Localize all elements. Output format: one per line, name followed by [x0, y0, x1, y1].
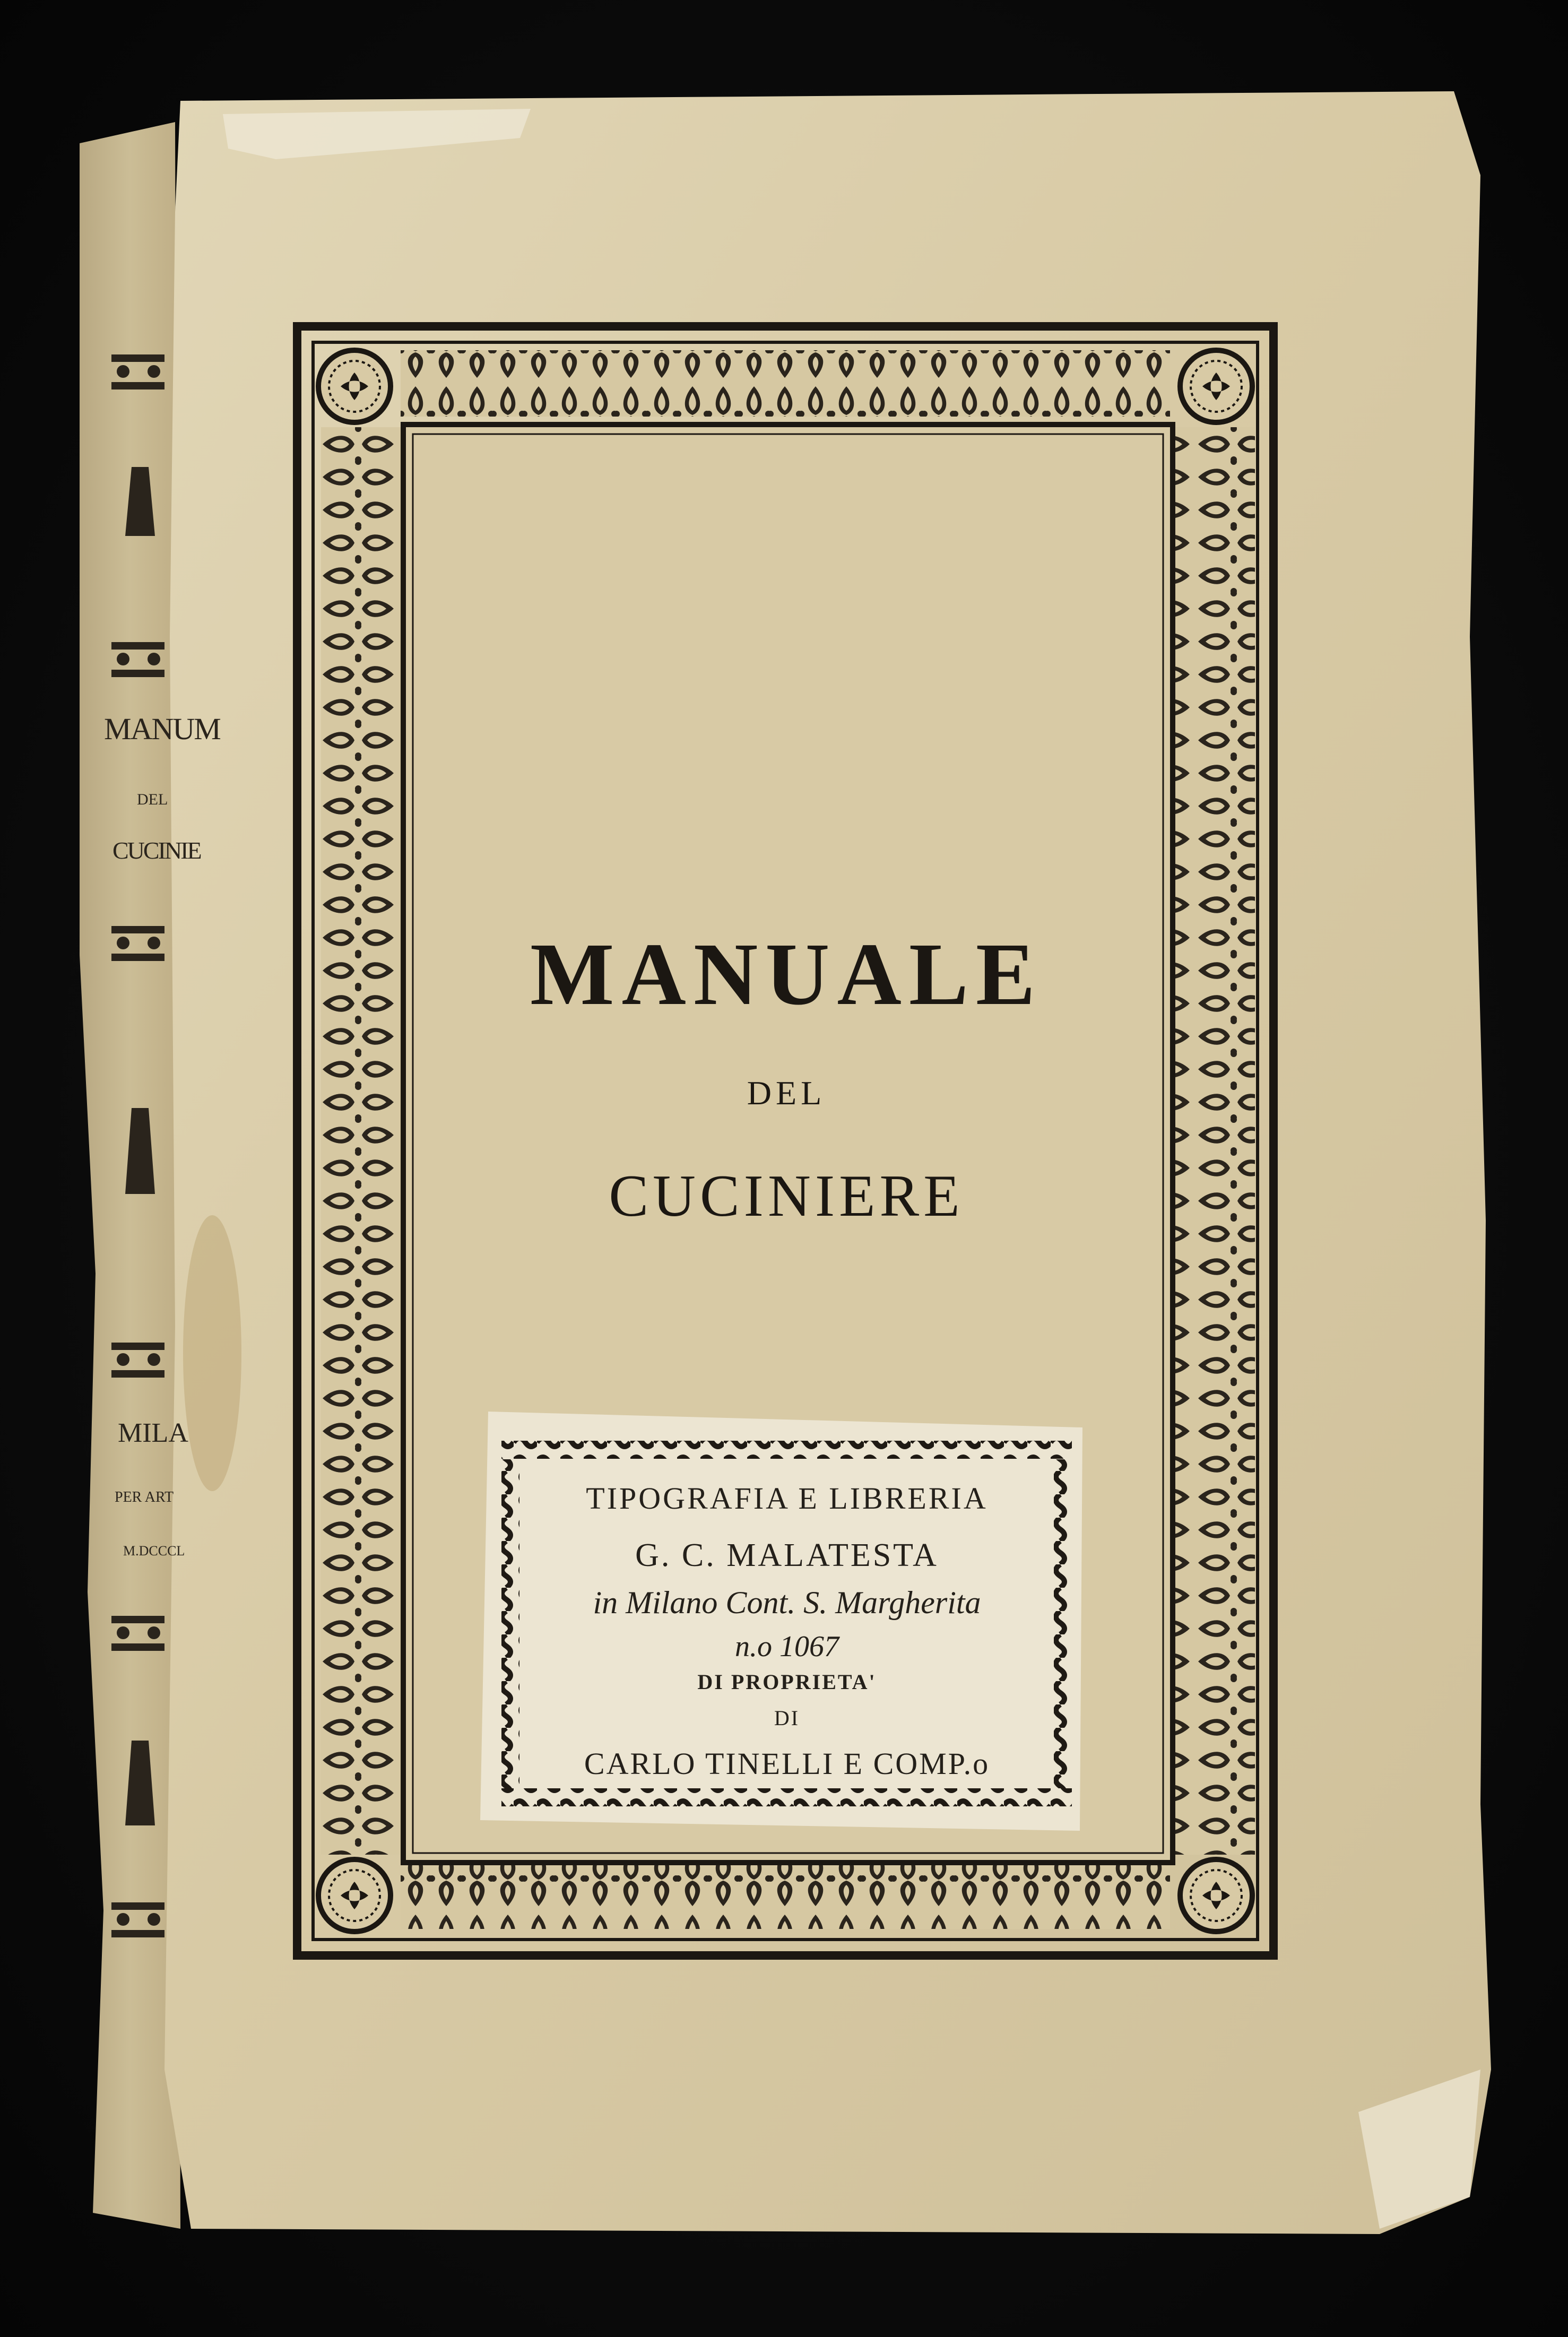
label-line-publisher-name: G. C. MALATESTA [635, 1537, 939, 1573]
label-line-number: n.o 1067 [735, 1630, 839, 1663]
spine-title-2: DEL [137, 791, 168, 808]
spine-title-3: CUCINIE [112, 837, 201, 864]
right-ornament-band [1175, 427, 1255, 1855]
spine-city: MILA [118, 1418, 188, 1448]
cover-subtitle: CUCINIERE [609, 1163, 964, 1229]
label-line-address: in Milano Cont. S. Margherita [593, 1585, 981, 1620]
label-line-publisher-type: TIPOGRAFIA E LIBRERIA [586, 1481, 988, 1516]
cover-title-connector: DEL [747, 1074, 826, 1112]
spine-title-1: MANUM [104, 712, 220, 746]
top-ornament-band [401, 350, 1170, 417]
bottom-ornament-band [401, 1863, 1170, 1929]
cover-title: MANUALE [530, 925, 1043, 1024]
label-line-owner: CARLO TINELLI E COMP.o [584, 1746, 990, 1781]
left-ornament-band [321, 427, 401, 1855]
label-line-ownership: DI PROPRIETA' [697, 1670, 877, 1694]
spine-imprint-1: PER ART [115, 1489, 174, 1505]
spine-imprint-2: M.DCCCL [123, 1543, 185, 1559]
label-line-di: DI [774, 1706, 800, 1730]
